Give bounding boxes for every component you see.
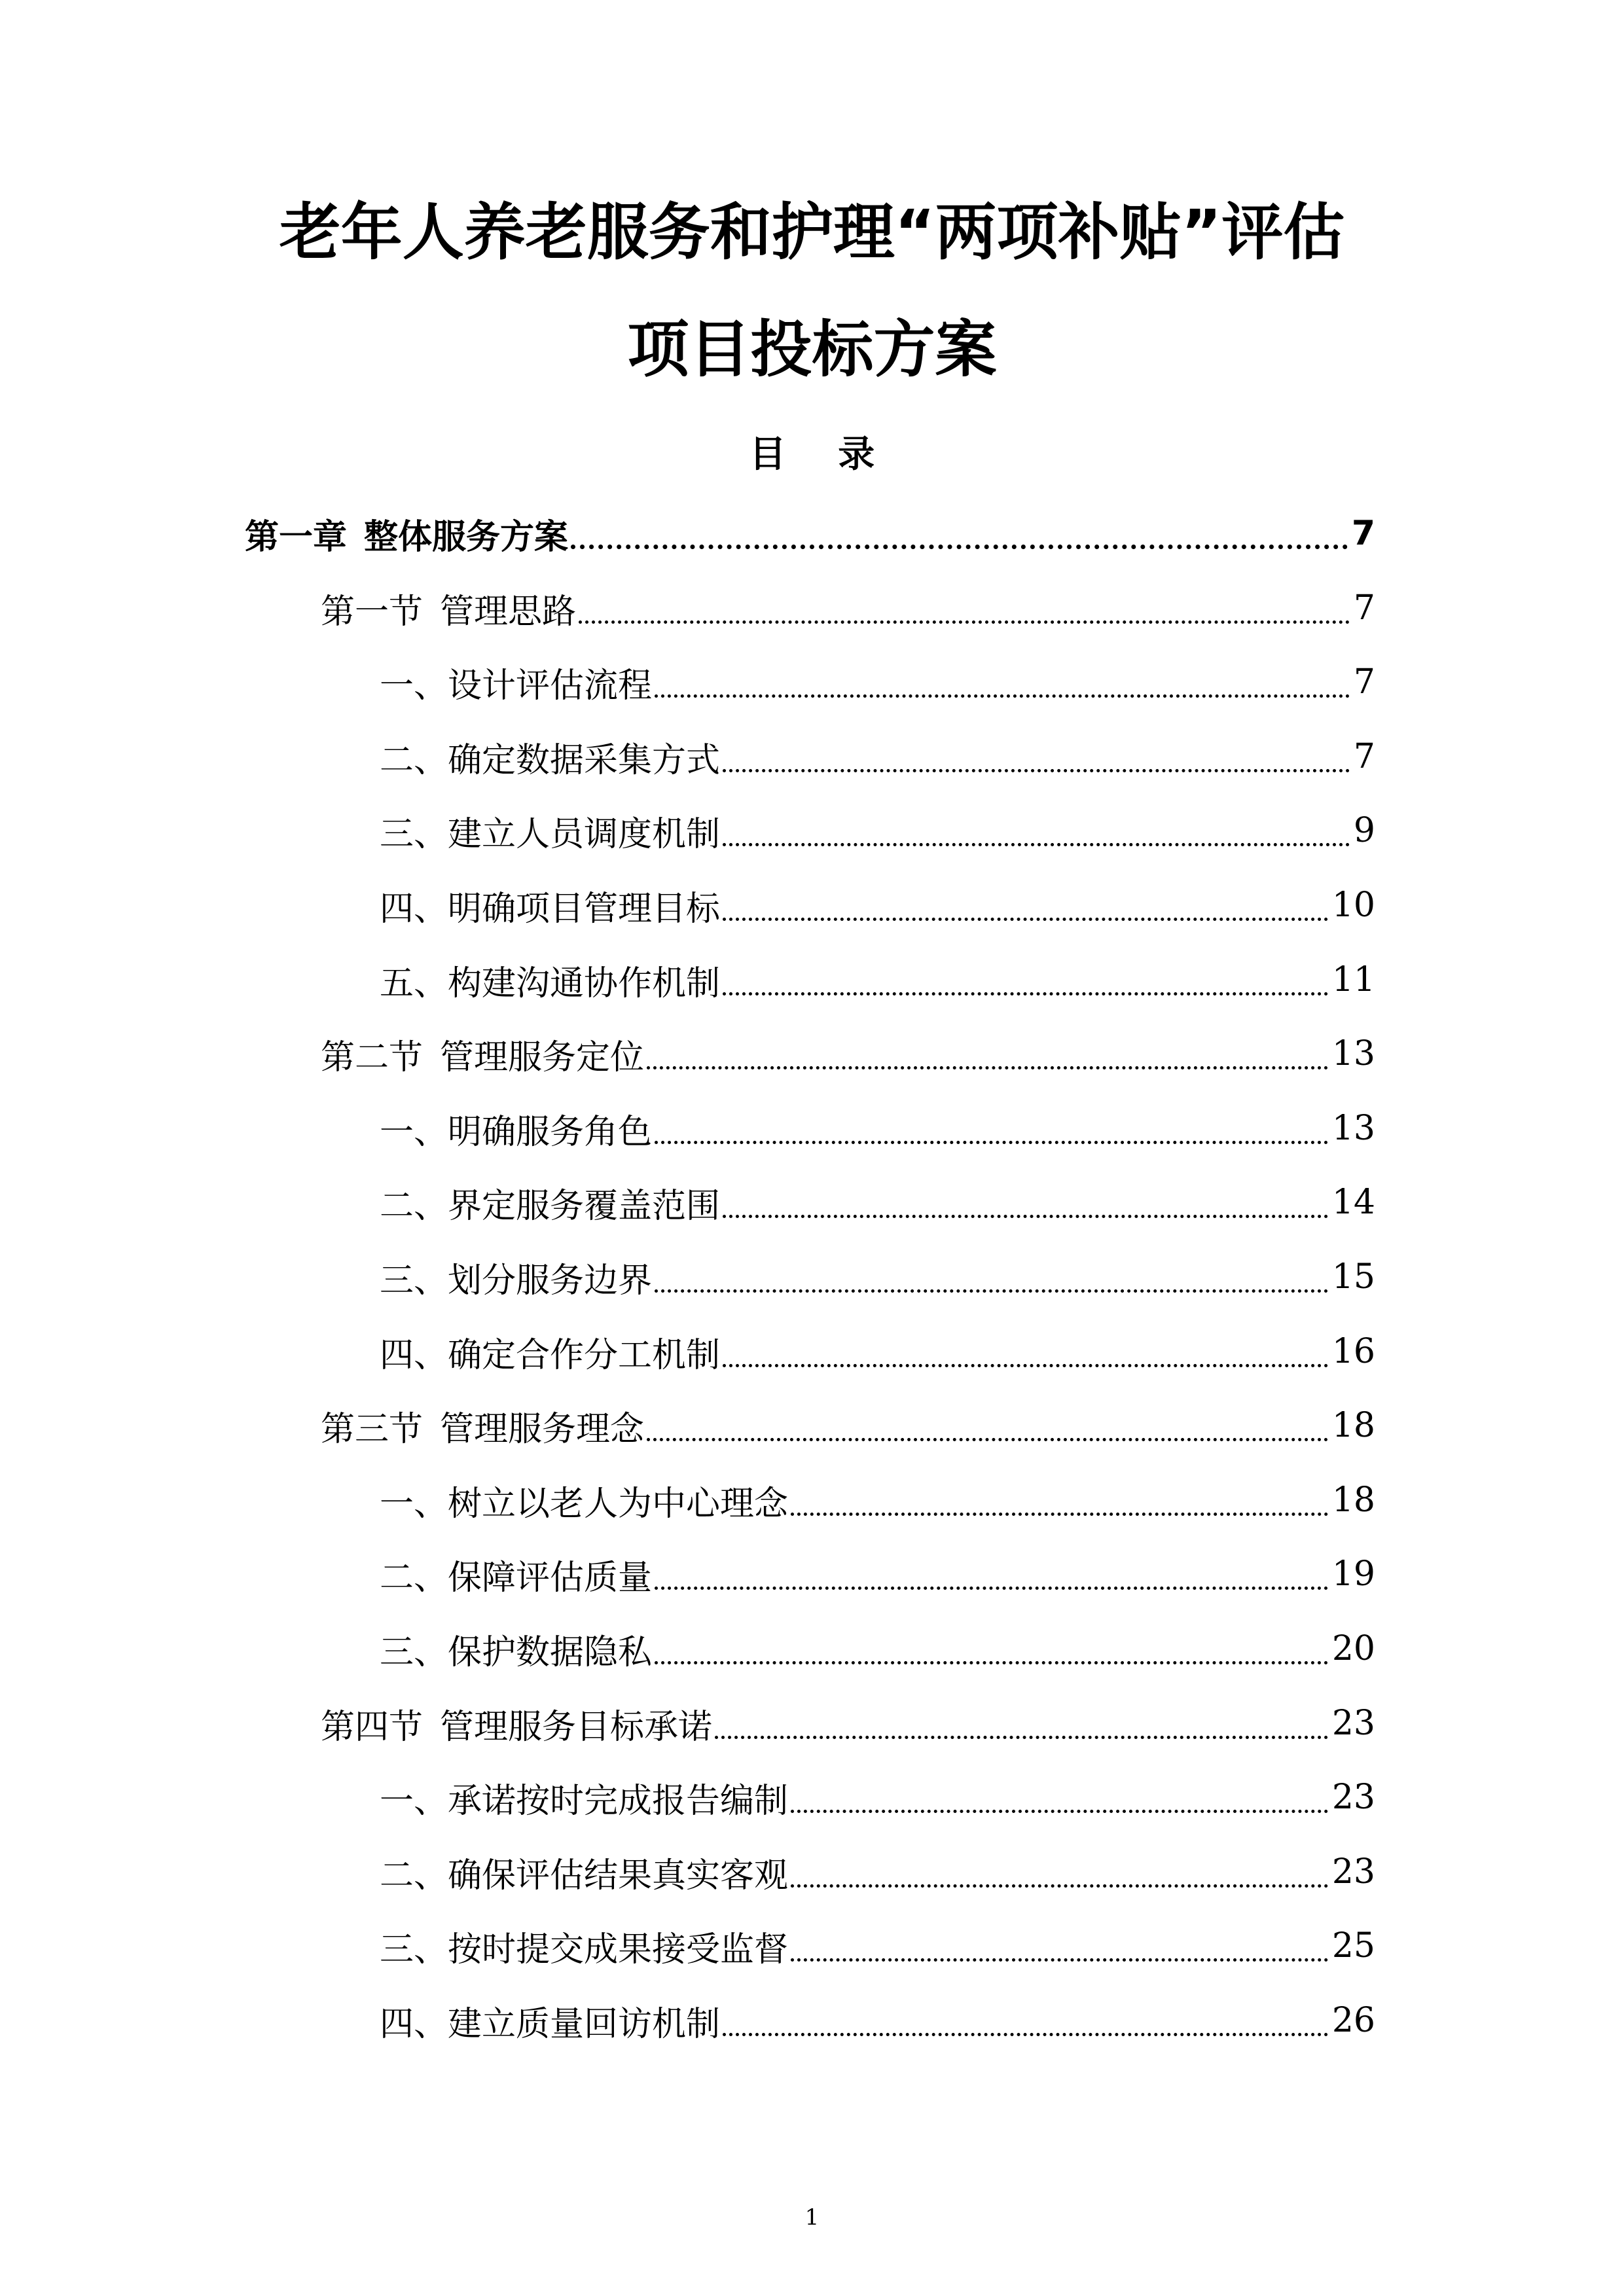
toc-entry-page-number: 9 bbox=[1353, 811, 1375, 850]
toc-entry[interactable] bbox=[380, 1319, 1375, 1384]
toc-entry[interactable] bbox=[380, 872, 1375, 938]
toc-entry[interactable] bbox=[380, 798, 1375, 863]
toc-entry[interactable] bbox=[380, 1616, 1375, 1681]
toc-entry-title bbox=[380, 1550, 652, 1599]
toc-entry-page-number: 18 bbox=[1331, 1406, 1375, 1445]
toc-entry[interactable] bbox=[380, 1541, 1375, 1607]
toc-dot-leader bbox=[791, 1958, 1328, 1962]
toc-entry-page-number: 19 bbox=[1331, 1554, 1375, 1594]
toc-entry-title bbox=[380, 1773, 788, 1822]
toc-entry-label: 一、承诺按时完成报告编制 bbox=[380, 1781, 789, 1821]
toc-dot-leader bbox=[723, 769, 1350, 772]
toc-entry-title bbox=[380, 1253, 652, 1302]
document-title-line-1: 老年人养老服务和护理“两项补贴”评估 bbox=[279, 197, 1345, 268]
toc-entry-title bbox=[321, 1699, 712, 1748]
toc-dot-leader bbox=[723, 992, 1328, 996]
toc-entry-title bbox=[380, 1996, 720, 2045]
toc-dot-leader bbox=[723, 2033, 1328, 2036]
toc-entry-page-number: 7 bbox=[1353, 737, 1375, 776]
toc-entry-title bbox=[321, 584, 576, 633]
toc-entry[interactable] bbox=[321, 1021, 1375, 1086]
toc-entry-title bbox=[380, 658, 652, 707]
toc-entry[interactable] bbox=[380, 947, 1375, 1013]
toc-dot-leader bbox=[579, 620, 1350, 624]
toc-entry[interactable] bbox=[380, 1244, 1375, 1310]
toc-entry[interactable] bbox=[245, 501, 1375, 566]
toc-entry-prefix: 第一章 bbox=[245, 517, 348, 557]
toc-entry-page-number: 7 bbox=[1351, 514, 1375, 553]
toc-entry-label: 一、设计评估流程 bbox=[380, 666, 653, 706]
toc-entry-title bbox=[380, 732, 720, 781]
toc-entry-title bbox=[380, 1178, 720, 1227]
toc-entry-label: 整体服务方案 bbox=[364, 517, 569, 557]
toc-entry[interactable] bbox=[380, 1913, 1375, 1979]
toc-entry-label: 三、按时提交成果接受监督 bbox=[380, 1929, 789, 1969]
toc-entry-label: 五、构建沟通协作机制 bbox=[380, 963, 721, 1003]
toc-entry-title bbox=[380, 881, 720, 930]
toc-entry-label: 管理服务定位 bbox=[440, 1037, 645, 1077]
toc-entry[interactable] bbox=[380, 724, 1375, 789]
toc-entry-page-number: 25 bbox=[1331, 1926, 1375, 1965]
toc-entry[interactable] bbox=[380, 649, 1375, 715]
toc-entry-page-number: 10 bbox=[1331, 886, 1375, 925]
toc-heading: 目 录 bbox=[749, 433, 895, 476]
toc-entry-page-number: 26 bbox=[1331, 2001, 1375, 2040]
toc-dot-leader bbox=[723, 1364, 1328, 1367]
toc-entry[interactable] bbox=[380, 1839, 1375, 1905]
toc-entry-page-number: 23 bbox=[1331, 1852, 1375, 1892]
page-number: 1 bbox=[804, 2204, 820, 2231]
toc-entry-page-number: 11 bbox=[1331, 960, 1375, 999]
toc-dot-leader bbox=[655, 1289, 1328, 1293]
toc-entry-title bbox=[245, 509, 568, 558]
toc-dot-leader bbox=[655, 694, 1350, 698]
toc-dot-leader bbox=[647, 1066, 1328, 1069]
toc-entry-title bbox=[380, 1848, 788, 1897]
toc-entry-page-number: 20 bbox=[1331, 1629, 1375, 1668]
toc-entry-page-number: 13 bbox=[1331, 1109, 1375, 1148]
toc-dot-leader bbox=[715, 1736, 1328, 1739]
toc-entry-title bbox=[380, 956, 720, 1005]
toc-dot-leader bbox=[655, 1141, 1328, 1144]
toc-entry-title bbox=[380, 1624, 652, 1674]
toc-entry-label: 四、明确项目管理目标 bbox=[380, 889, 721, 929]
toc-entry-label: 二、确定数据采集方式 bbox=[380, 740, 721, 780]
toc-entry[interactable] bbox=[321, 575, 1375, 641]
toc-entry-title bbox=[380, 1327, 720, 1376]
toc-entry[interactable] bbox=[321, 1691, 1375, 1756]
toc-entry-label: 三、保护数据隐私 bbox=[380, 1632, 653, 1672]
toc-entry-title bbox=[380, 1922, 788, 1971]
toc-dot-leader bbox=[655, 1587, 1328, 1590]
toc-dot-leader bbox=[723, 1215, 1328, 1218]
toc-dot-leader bbox=[655, 1661, 1328, 1664]
toc-entry-title bbox=[321, 1030, 644, 1079]
toc-entry-prefix: 第一节 bbox=[321, 592, 424, 632]
toc-entry-page-number: 14 bbox=[1331, 1183, 1375, 1222]
toc-dot-leader bbox=[571, 545, 1348, 549]
toc-entry-title bbox=[380, 1104, 652, 1153]
toc-dot-leader bbox=[647, 1438, 1328, 1441]
toc-dot-leader bbox=[723, 918, 1328, 921]
toc-dot-leader bbox=[791, 1513, 1328, 1516]
document-title-line-2: 项目投标方案 bbox=[627, 314, 997, 386]
toc-entry[interactable] bbox=[380, 1467, 1375, 1533]
toc-entry-label: 管理思路 bbox=[440, 592, 577, 632]
toc-entry-page-number: 7 bbox=[1353, 662, 1375, 702]
toc-entry-label: 四、建立质量回访机制 bbox=[380, 2004, 721, 2044]
toc-entry-page-number: 16 bbox=[1331, 1332, 1375, 1371]
toc-entry-title bbox=[321, 1401, 644, 1450]
toc-entry-prefix: 第二节 bbox=[321, 1037, 424, 1077]
toc-dot-leader bbox=[723, 843, 1350, 846]
toc-entry-label: 一、树立以老人为中心理念 bbox=[380, 1484, 789, 1524]
toc-entry-page-number: 18 bbox=[1331, 1480, 1375, 1520]
toc-entry-label: 管理服务目标承诺 bbox=[440, 1707, 713, 1747]
toc-entry-prefix: 第四节 bbox=[321, 1707, 424, 1747]
toc-entry-label: 一、明确服务角色 bbox=[380, 1112, 653, 1152]
toc-dot-leader bbox=[791, 1810, 1328, 1813]
toc-entry-label: 二、确保评估结果真实客观 bbox=[380, 1856, 789, 1895]
toc-entry-prefix: 第三节 bbox=[321, 1409, 424, 1449]
toc-entry-label: 三、建立人员调度机制 bbox=[380, 814, 721, 854]
toc-entry-label: 四、确定合作分工机制 bbox=[380, 1335, 721, 1375]
toc-entry[interactable] bbox=[380, 1096, 1375, 1161]
toc-entry[interactable] bbox=[380, 1988, 1375, 2053]
toc-entry-label: 二、界定服务覆盖范围 bbox=[380, 1186, 721, 1226]
toc-dot-leader bbox=[791, 1884, 1328, 1888]
toc-entry-page-number: 7 bbox=[1353, 588, 1375, 628]
toc-entry-page-number: 13 bbox=[1331, 1034, 1375, 1073]
toc-entry[interactable] bbox=[380, 1765, 1375, 1830]
toc-entry-label: 二、保障评估质量 bbox=[380, 1558, 653, 1598]
toc-entry-page-number: 23 bbox=[1331, 1704, 1375, 1743]
toc-entry-page-number: 23 bbox=[1331, 1778, 1375, 1817]
toc-entry-page-number: 15 bbox=[1331, 1257, 1375, 1297]
toc-entry-label: 三、划分服务边界 bbox=[380, 1261, 653, 1300]
toc-entry[interactable] bbox=[321, 1393, 1375, 1458]
toc-entry[interactable] bbox=[380, 1170, 1375, 1235]
toc-entry-title bbox=[380, 806, 720, 855]
toc-entry-title bbox=[380, 1476, 788, 1525]
toc-entry-label: 管理服务理念 bbox=[440, 1409, 645, 1449]
